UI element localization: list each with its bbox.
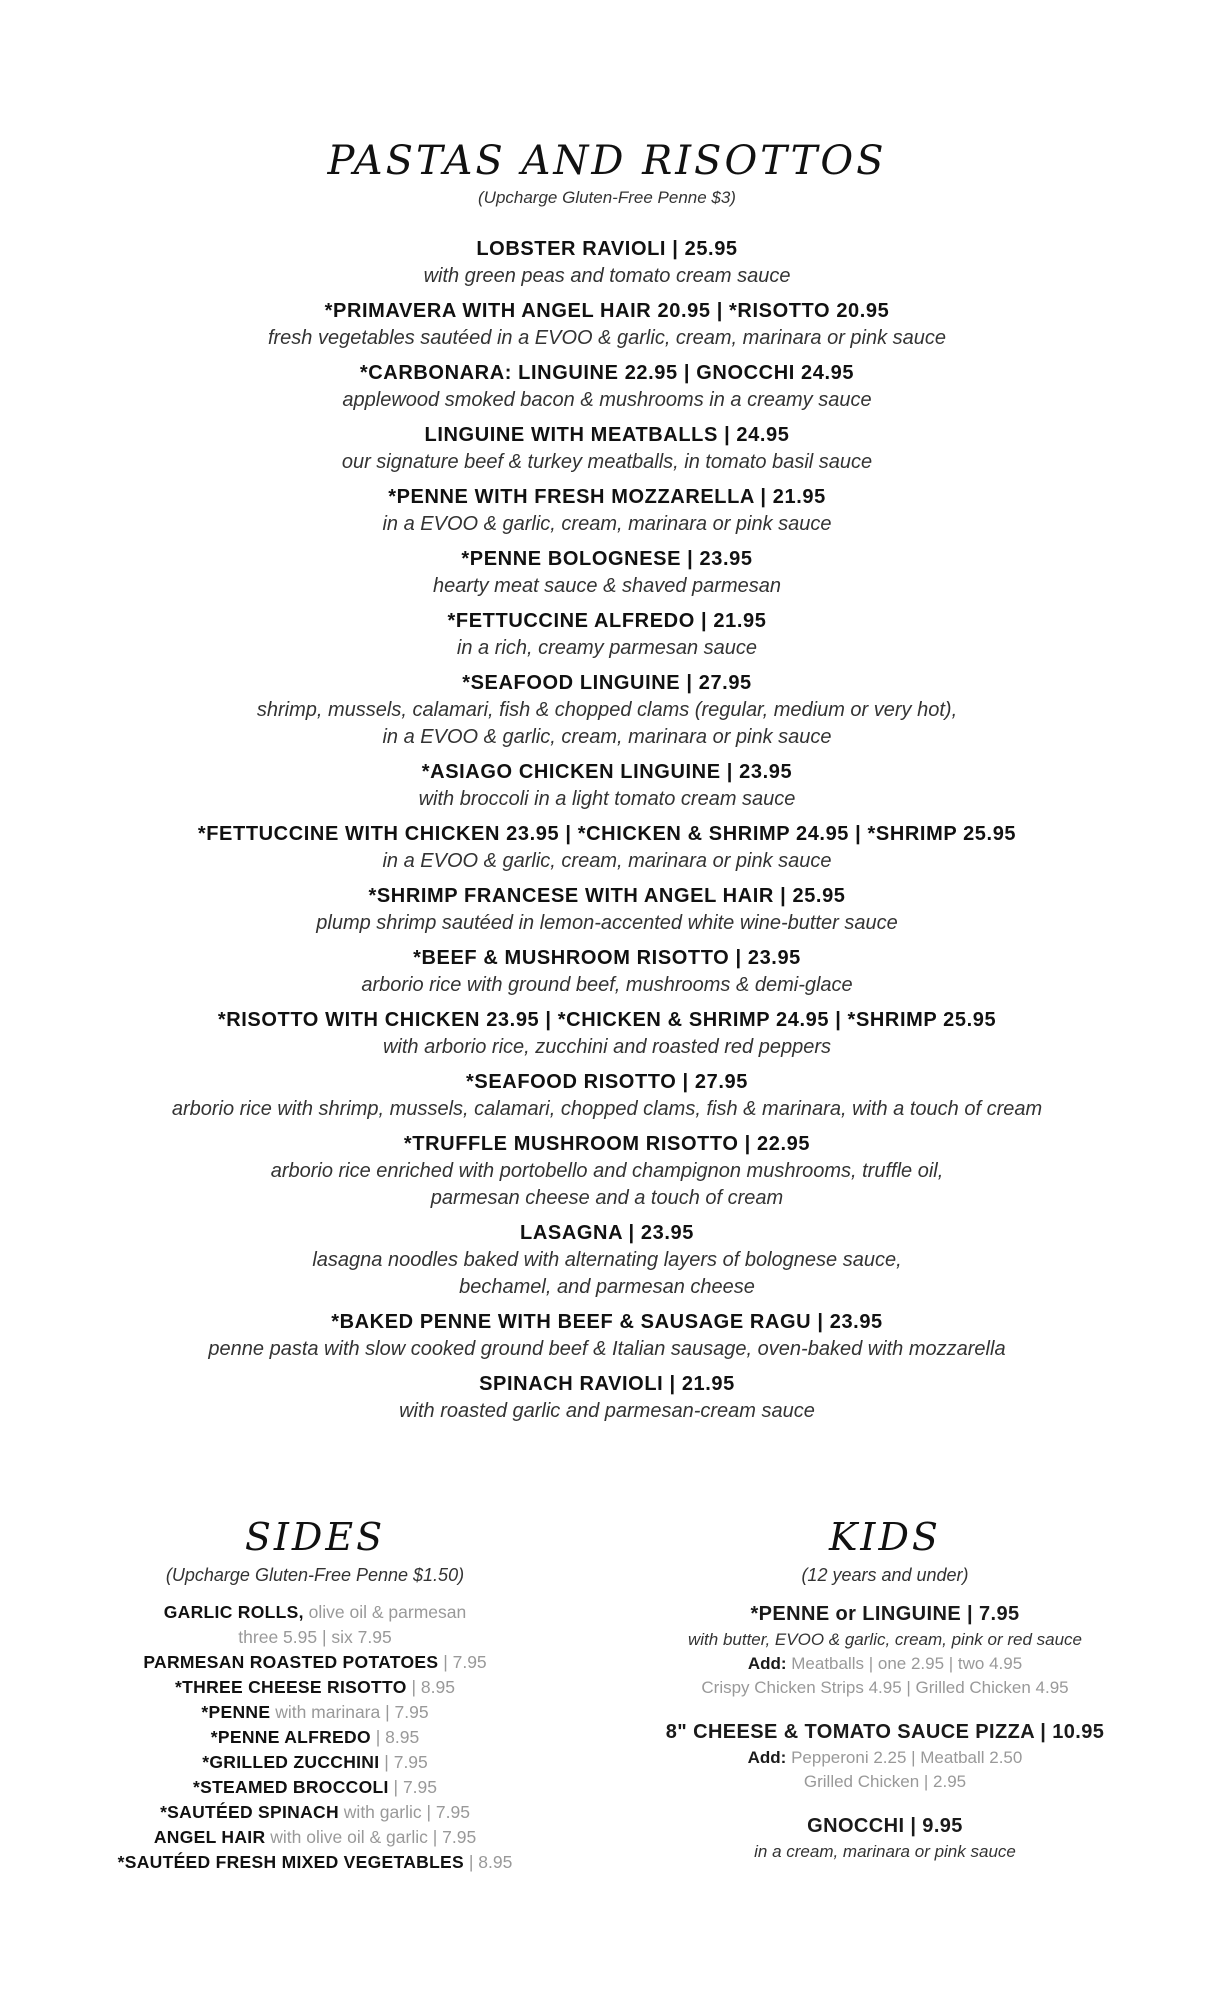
side-item bbox=[80, 1750, 550, 1775]
side-item-detail: | 7.95 bbox=[393, 1777, 437, 1797]
menu-item-description: with arborio rice, zucchini and roasted red peppers bbox=[382, 1036, 832, 1058]
kids-item bbox=[640, 1600, 1130, 1700]
side-item-name: ANGEL HAIR bbox=[153, 1827, 266, 1847]
menu-item-description: shrimp, mussels, calamari, fish & chopped clams (regular, medium or very hot), bbox=[256, 699, 958, 721]
pasta-menu-list bbox=[0, 236, 1214, 1433]
kids-age-note: (12 years and under) bbox=[801, 1565, 969, 1585]
sides-section bbox=[80, 1515, 550, 1875]
addon-options: Meatballs | one 2.95 | two 4.95 bbox=[791, 1654, 1023, 1673]
pastas-section-title: PASTAS AND RISOTTOS bbox=[327, 138, 887, 184]
menu-item-description: our signature beef & turkey meatballs, in tomato basil sauce bbox=[341, 451, 873, 473]
side-item-detail: | 8.95 bbox=[375, 1727, 420, 1747]
side-item-name: *PENNE ALFREDO bbox=[210, 1727, 371, 1747]
menu-item bbox=[0, 298, 1214, 352]
kids-section-title: KIDS bbox=[829, 1515, 941, 1559]
addon-label: Add: bbox=[747, 1748, 787, 1767]
kids-item-description: with butter, EVOO & garlic, cream, pink or red sauce bbox=[688, 1630, 1082, 1649]
addon-label: Add: bbox=[747, 1654, 787, 1673]
menu-item bbox=[0, 546, 1214, 600]
side-item-prices: three 5.95 | six 7.95 bbox=[238, 1627, 392, 1647]
menu-item-description: with green peas and tomato cream sauce bbox=[423, 265, 791, 287]
menu-item-name: *SEAFOOD LINGUINE | 27.95 bbox=[462, 672, 752, 694]
menu-item bbox=[0, 945, 1214, 999]
menu-item-description: hearty meat sauce & shaved parmesan bbox=[433, 575, 781, 597]
side-item-detail: with marinara | 7.95 bbox=[275, 1702, 429, 1722]
side-item bbox=[80, 1650, 550, 1675]
menu-item-name: *FETTUCCINE WITH CHICKEN 23.95 | *CHICKEN & SHRIMP 24.95 | *SHRIMP 25.95 bbox=[197, 823, 1017, 845]
side-item-name: *GRILLED ZUCCHINI bbox=[202, 1752, 380, 1772]
menu-item bbox=[0, 422, 1214, 476]
menu-item bbox=[0, 608, 1214, 662]
menu-item-name: *CARBONARA: LINGUINE 22.95 | GNOCCHI 24.95 bbox=[359, 362, 855, 384]
menu-item-name: *SEAFOOD RISOTTO | 27.95 bbox=[466, 1071, 748, 1093]
menu-item-name: SPINACH RAVIOLI | 21.95 bbox=[479, 1373, 735, 1395]
menu-item bbox=[0, 883, 1214, 937]
kids-item-addons bbox=[640, 1652, 1130, 1676]
menu-item-description: arborio rice enriched with portobello and champignon mushrooms, truffle oil, bbox=[270, 1160, 944, 1182]
menu-item-description: in a EVOO & garlic, cream, marinara or pink sauce bbox=[382, 513, 832, 535]
kids-item-description: in a cream, marinara or pink sauce bbox=[754, 1842, 1016, 1861]
side-item-name: *STEAMED BROCCOLI bbox=[192, 1777, 389, 1797]
side-item-detail: with garlic | 7.95 bbox=[343, 1802, 470, 1822]
menu-item-name: LINGUINE WITH MEATBALLS | 24.95 bbox=[424, 424, 790, 446]
side-item-name: *THREE CHEESE RISOTTO bbox=[175, 1677, 407, 1697]
menu-item-name: *TRUFFLE MUSHROOM RISOTTO | 22.95 bbox=[403, 1133, 811, 1155]
addon-options-line2: Grilled Chicken | 2.95 bbox=[803, 1772, 967, 1791]
menu-item bbox=[0, 236, 1214, 290]
menu-item bbox=[0, 1309, 1214, 1363]
menu-item-description-line2: in a EVOO & garlic, cream, marinara or pink sauce bbox=[382, 726, 832, 748]
side-item-detail: with olive oil & garlic | 7.95 bbox=[270, 1827, 477, 1847]
menu-item bbox=[0, 360, 1214, 414]
side-item bbox=[80, 1675, 550, 1700]
menu-item bbox=[0, 759, 1214, 813]
side-item-detail: | 7.95 bbox=[443, 1652, 487, 1672]
side-item-detail: | 8.95 bbox=[411, 1677, 455, 1697]
menu-item-description-line2: bechamel, and parmesan cheese bbox=[459, 1276, 755, 1298]
side-item bbox=[80, 1700, 550, 1725]
menu-item bbox=[0, 670, 1214, 751]
menu-item-description: with broccoli in a light tomato cream sauce bbox=[418, 788, 796, 810]
menu-item-name: *BEEF & MUSHROOM RISOTTO | 23.95 bbox=[413, 947, 801, 969]
side-item bbox=[80, 1825, 550, 1850]
side-item-detail: | 8.95 bbox=[468, 1852, 513, 1872]
menu-item-description: with roasted garlic and parmesan-cream sauce bbox=[399, 1400, 815, 1422]
menu-item-description: arborio rice with shrimp, mussels, calamari, chopped clams, fish & marinara, with a touch of cream bbox=[171, 1098, 1043, 1120]
kids-section bbox=[640, 1515, 1130, 1882]
side-item bbox=[80, 1850, 550, 1875]
menu-item bbox=[0, 1131, 1214, 1212]
menu-item bbox=[0, 821, 1214, 875]
menu-item-name: *PENNE BOLOGNESE | 23.95 bbox=[461, 548, 753, 570]
menu-item-description: penne pasta with slow cooked ground beef & Italian sausage, oven-baked with mozzarella bbox=[208, 1338, 1006, 1360]
menu-item-name: *RISOTTO WITH CHICKEN 23.95 | *CHICKEN & SHRIMP 24.95 | *SHRIMP 25.95 bbox=[217, 1009, 997, 1031]
menu-item-description: arborio rice with ground beef, mushrooms & demi-glace bbox=[361, 974, 853, 996]
menu-item-name: LASAGNA | 23.95 bbox=[520, 1222, 694, 1244]
pastas-upcharge-note: (Upcharge Gluten-Free Penne $3) bbox=[478, 188, 736, 207]
side-item-name: *PENNE bbox=[201, 1702, 271, 1722]
menu-item-description: applewood smoked bacon & mushrooms in a creamy sauce bbox=[342, 389, 872, 411]
menu-item-description: in a rich, creamy parmesan sauce bbox=[456, 637, 758, 659]
menu-item-description: fresh vegetables sautéed in a EVOO & garlic, cream, marinara or pink sauce bbox=[267, 327, 947, 349]
menu-item bbox=[0, 1220, 1214, 1301]
addon-options-line2: Crispy Chicken Strips 4.95 | Grilled Chicken 4.95 bbox=[701, 1678, 1069, 1697]
side-item-detail: olive oil & parmesan bbox=[308, 1602, 467, 1622]
menu-item bbox=[0, 1069, 1214, 1123]
menu-item bbox=[0, 484, 1214, 538]
sides-section-title: SIDES bbox=[244, 1515, 386, 1559]
menu-item-name: *PENNE WITH FRESH MOZZARELLA | 21.95 bbox=[388, 486, 826, 508]
addon-options: Pepperoni 2.25 | Meatball 2.50 bbox=[791, 1748, 1023, 1767]
side-item bbox=[80, 1725, 550, 1750]
menu-item-description: lasagna noodles baked with alternating layers of bolognese sauce, bbox=[312, 1249, 902, 1271]
menu-item-name: *FETTUCCINE ALFREDO | 21.95 bbox=[447, 610, 767, 632]
side-item bbox=[80, 1800, 550, 1825]
sides-upcharge-note: (Upcharge Gluten-Free Penne $1.50) bbox=[165, 1565, 465, 1585]
menu-item-name: *SHRIMP FRANCESE WITH ANGEL HAIR | 25.95 bbox=[368, 885, 846, 907]
side-item-detail: | 7.95 bbox=[384, 1752, 428, 1772]
menu-item-description-line2: parmesan cheese and a touch of cream bbox=[430, 1187, 784, 1209]
side-item-name: GARLIC ROLLS, bbox=[163, 1602, 304, 1622]
menu-item-description: in a EVOO & garlic, cream, marinara or pink sauce bbox=[382, 850, 832, 872]
kids-item-name: *PENNE or LINGUINE | 7.95 bbox=[750, 1603, 1020, 1625]
menu-item-name: *BAKED PENNE WITH BEEF & SAUSAGE RAGU | 23.95 bbox=[331, 1311, 883, 1333]
kids-item-name: 8" CHEESE & TOMATO SAUCE PIZZA | 10.95 bbox=[665, 1721, 1105, 1743]
menu-item-name: *PRIMAVERA WITH ANGEL HAIR 20.95 | *RISOTTO 20.95 bbox=[324, 300, 890, 322]
menu-item-description: plump shrimp sautéed in lemon-accented white wine-butter sauce bbox=[316, 912, 898, 934]
kids-item bbox=[640, 1812, 1130, 1864]
menu-item-name: LOBSTER RAVIOLI | 25.95 bbox=[476, 238, 738, 260]
side-item bbox=[80, 1600, 550, 1625]
side-item-name: *SAUTÉED FRESH MIXED VEGETABLES bbox=[117, 1852, 465, 1872]
kids-item-name: GNOCCHI | 9.95 bbox=[807, 1815, 963, 1837]
kids-item bbox=[640, 1718, 1130, 1794]
kids-item-addons bbox=[640, 1746, 1130, 1770]
side-item-name: *SAUTÉED SPINACH bbox=[160, 1802, 339, 1822]
menu-item-name: *ASIAGO CHICKEN LINGUINE | 23.95 bbox=[421, 761, 793, 783]
menu-item bbox=[0, 1371, 1214, 1425]
side-item-name: PARMESAN ROASTED POTATOES bbox=[143, 1652, 439, 1672]
menu-item bbox=[0, 1007, 1214, 1061]
side-item bbox=[80, 1775, 550, 1800]
